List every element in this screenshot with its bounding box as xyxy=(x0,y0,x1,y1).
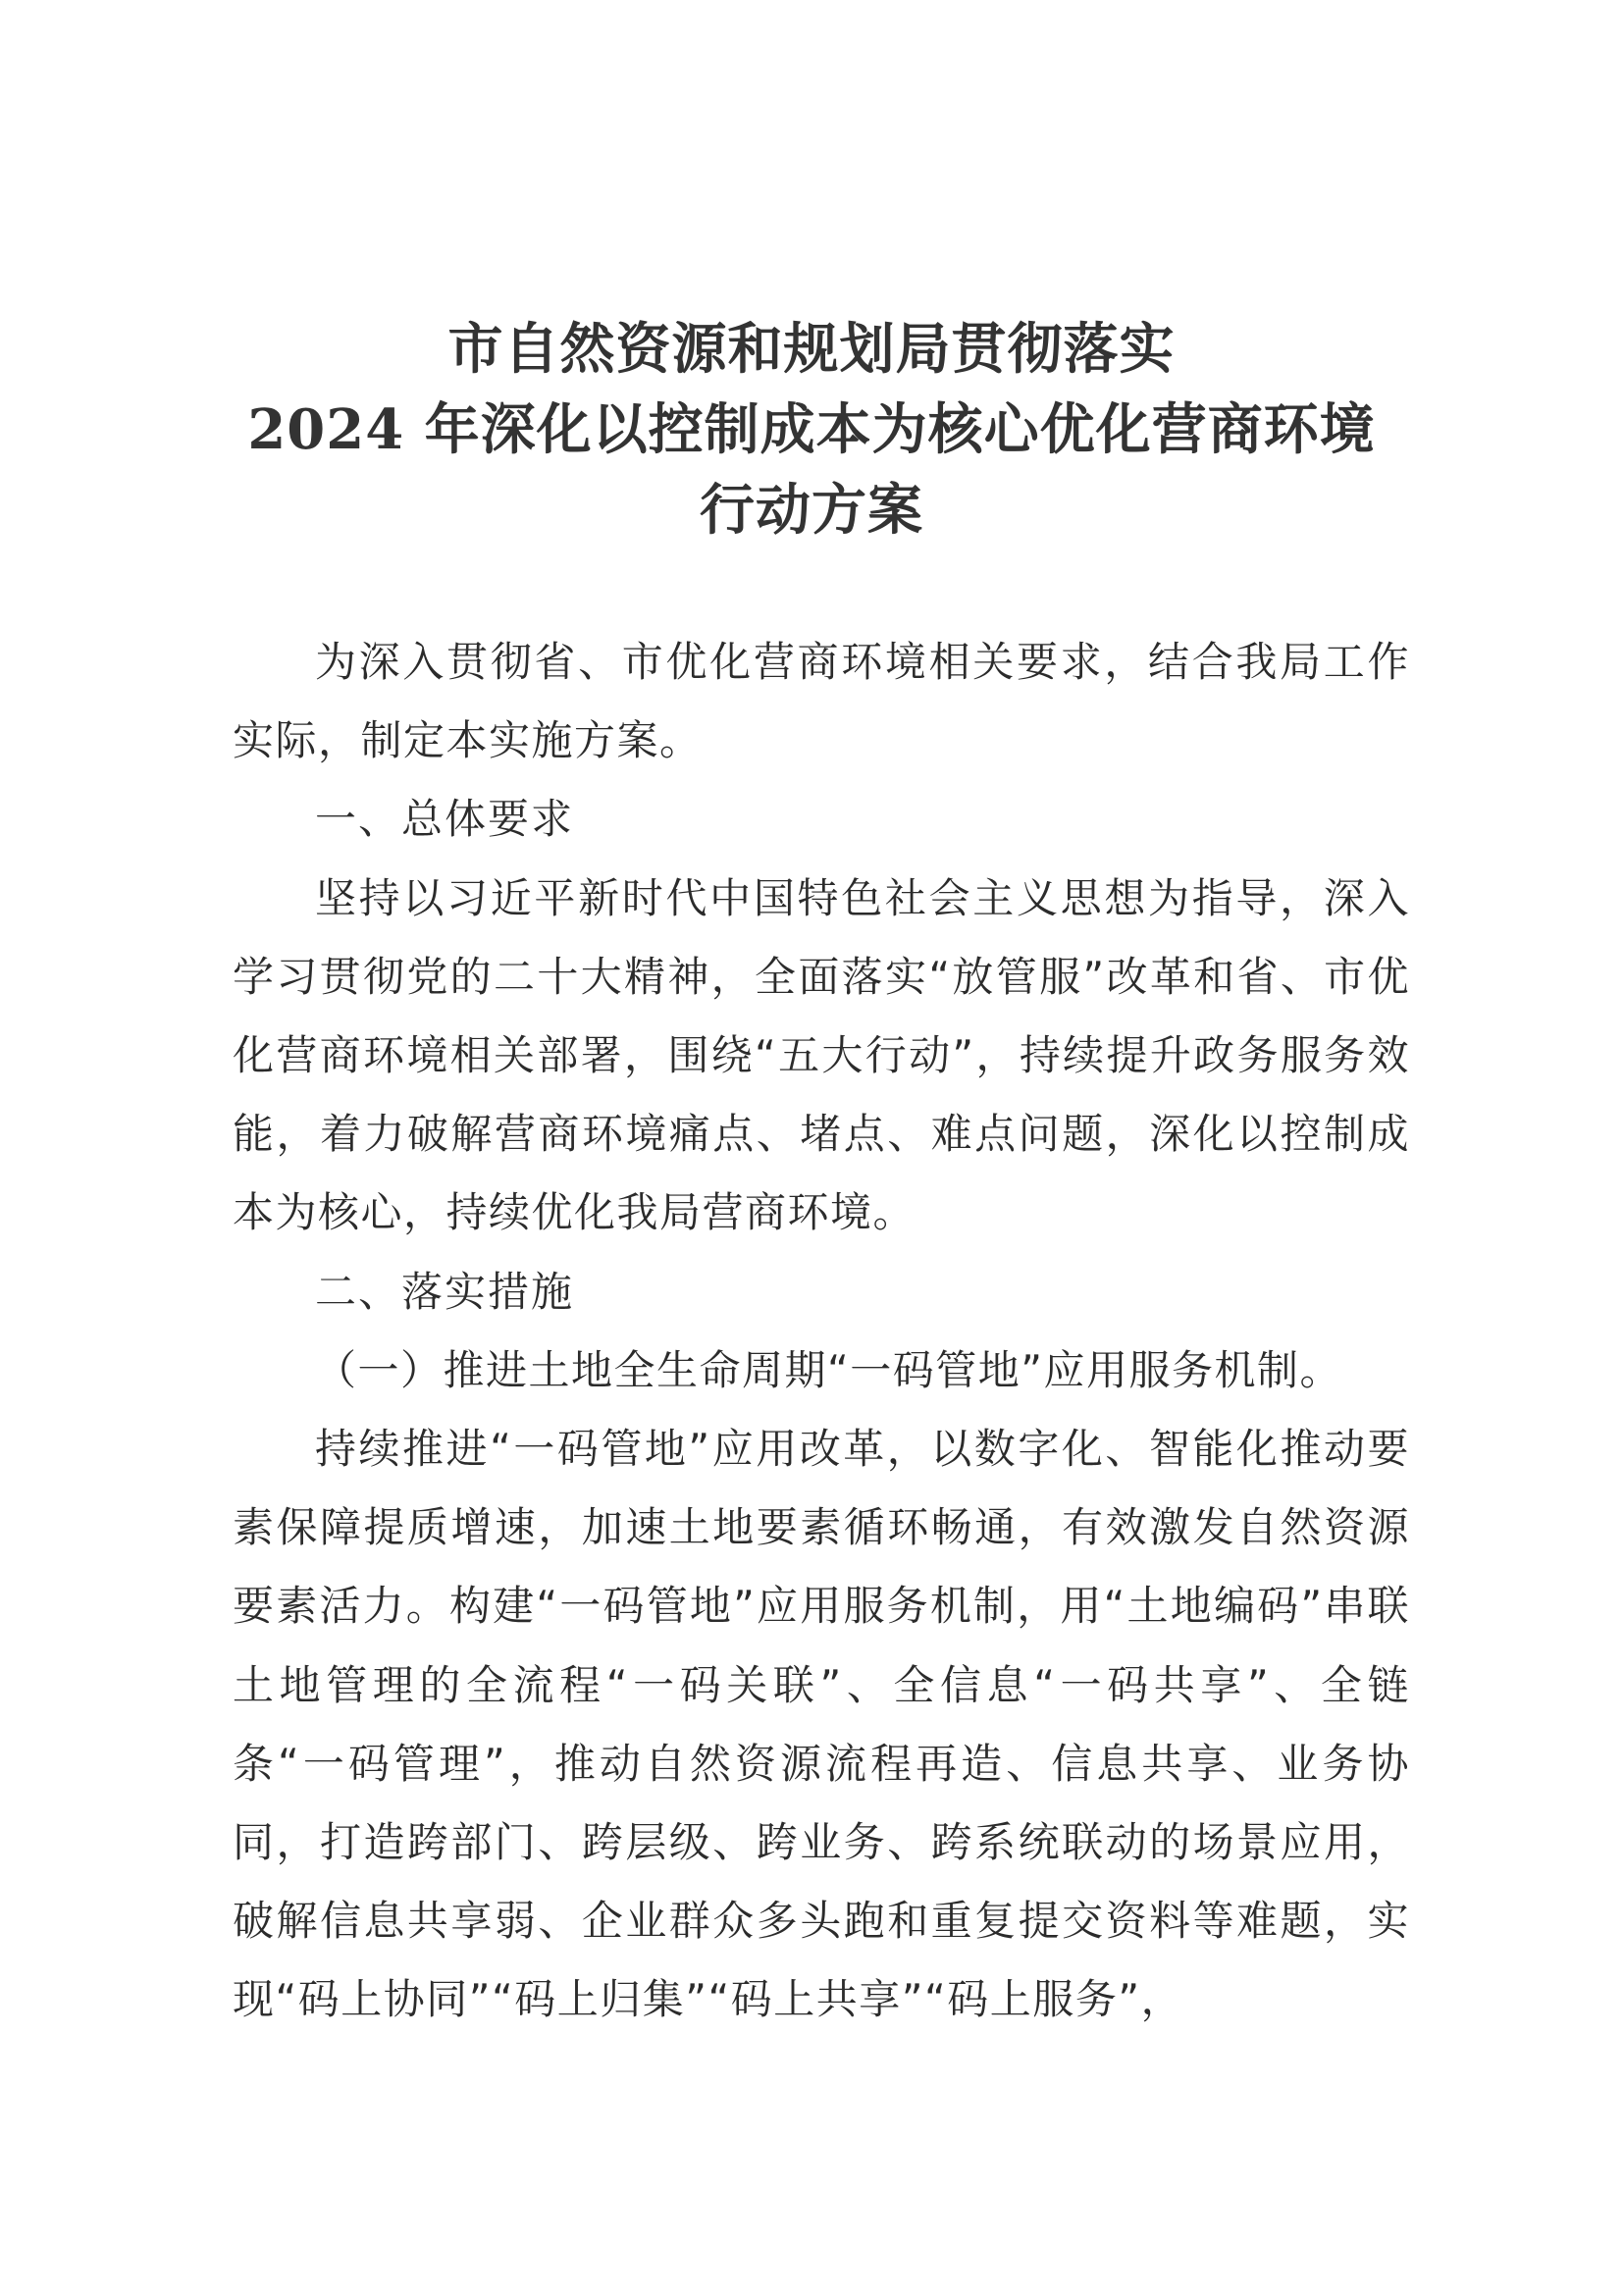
title-line-3: 行动方案 xyxy=(700,478,923,543)
section-heading-implementation-measures: 二、落实措施 xyxy=(315,1267,575,1316)
intro-paragraph: 为深入贯彻省、市优化营商环境相关要求，结合我局工作实际，制定本实施方案。 xyxy=(233,638,1410,765)
document-body xyxy=(233,623,1410,2040)
subsection-heading-one-code-land: （一）推进土地全生命周期“一码管地”应用服务机制。 xyxy=(315,1345,1343,1394)
one-code-land-paragraph: 持续推进“一码管地”应用改革，以数字化、智能化推动要素保障提质增速，加速土地要素循环畅通，有效激发自然资源要素活力。构建“一码管地”应用服务机制，用“土地编码”串联土地管理的全流程“一码关联”、全信息“一码共享”、全链条“一码管理”，推动自然资源流程再造、信息共享、业务协同，打造跨部门、跨层级、跨业务、跨系统联动的场景应用，破解信息共享弱、企业群众多头跑和重复提交资料等难题，实现“码上协同”“码上归集”“码上共享”“码上服务”， xyxy=(233,1425,1410,2024)
title-line-1: 市自然资源和规划局贯彻落实 xyxy=(447,317,1176,382)
title-line-2: 2024 年深化以控制成本为核心优化营商环境 xyxy=(247,397,1376,462)
section-heading-general-requirements: 一、总体要求 xyxy=(315,795,575,844)
document-title xyxy=(0,309,1623,550)
general-requirements-paragraph: 坚持以习近平新时代中国特色社会主义思想为指导，深入学习贯彻党的二十大精神，全面落实“放管服”改革和省、市优化营商环境相关部署，围绕“五大行动”，持续提升政务服务效能，着力破解营商环境痛点、堵点、难点问题，深化以控制成本为核心，持续优化我局营商环境。 xyxy=(233,873,1410,1237)
